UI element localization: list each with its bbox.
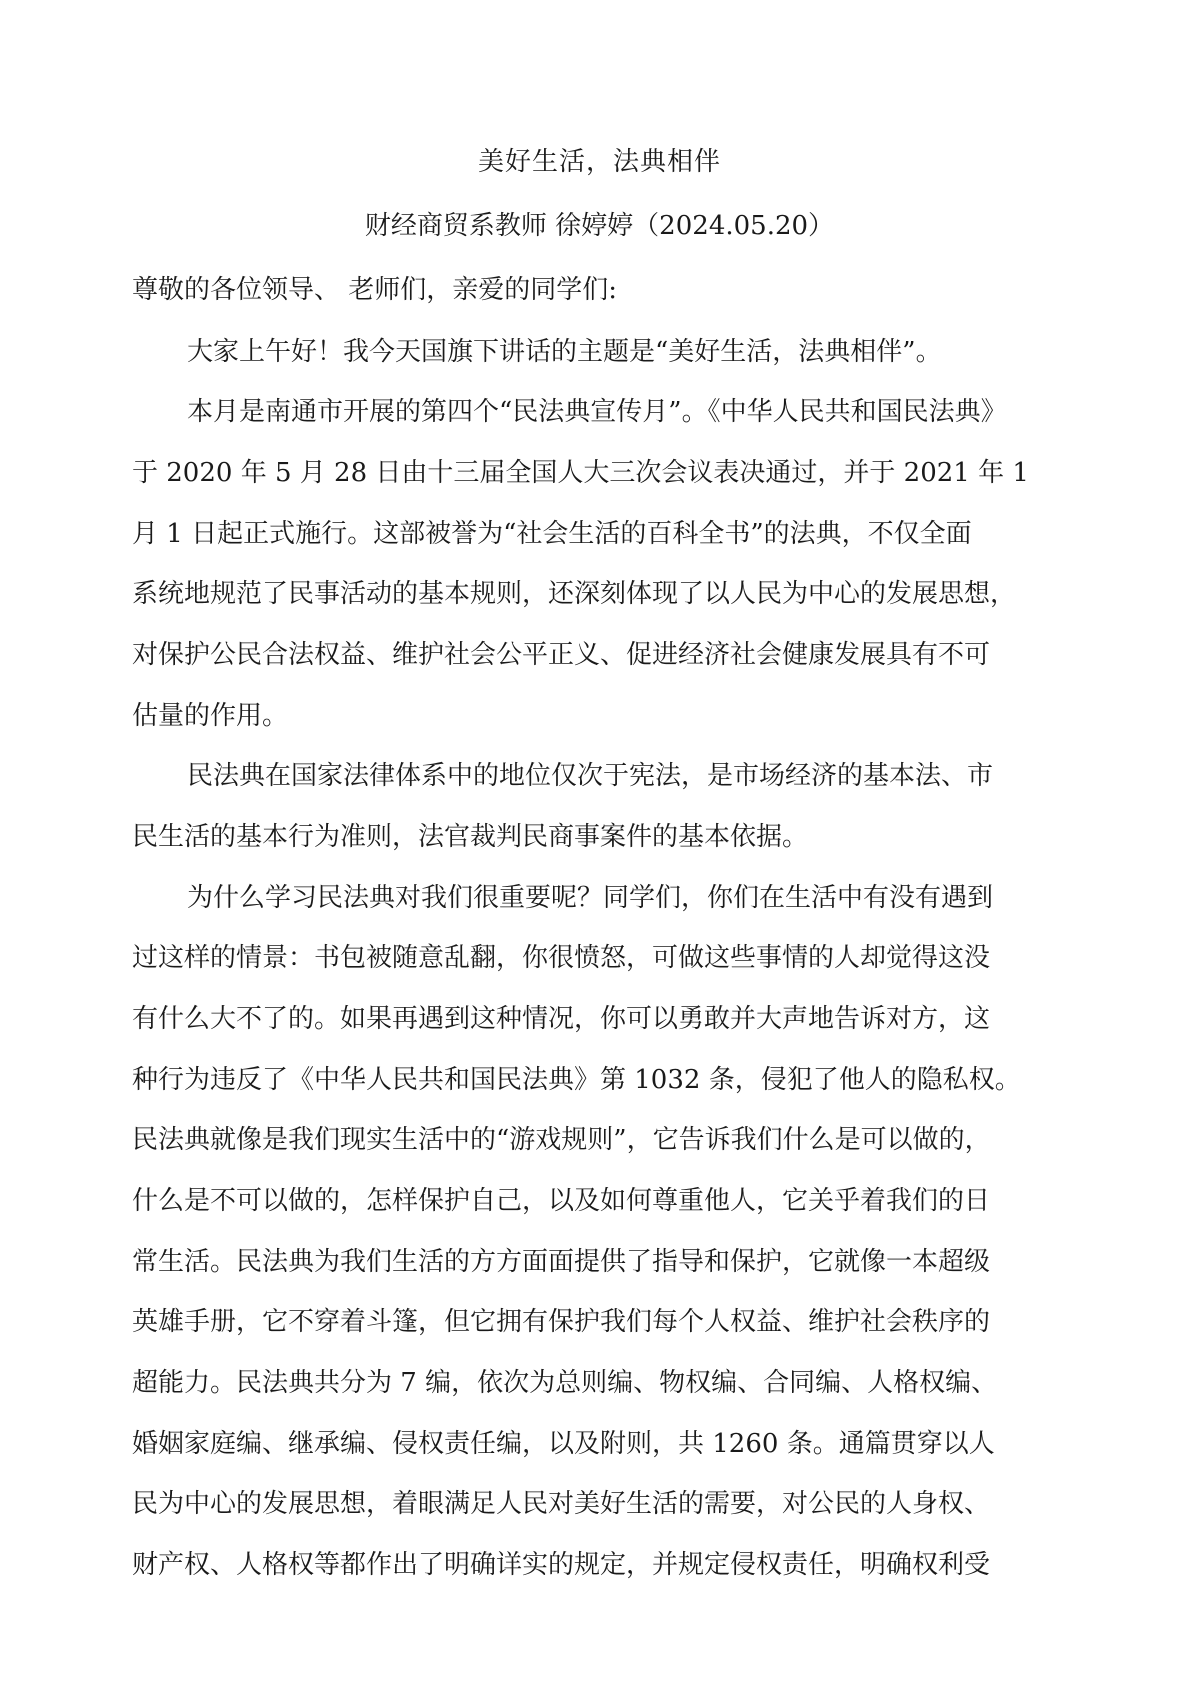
document-title: 美好生活，法典相伴: [477, 147, 721, 177]
paragraph-line: 对保护公民合法权益、维护社会公平正义、促进经济社会健康发展具有不可: [132, 640, 991, 670]
paragraph-line: 常生活。民法典为我们生活的方方面面提供了指导和保护，它就像一本超级: [132, 1247, 991, 1277]
salutation: 尊敬的各位领导、 老师们，亲爱的同学们:: [132, 275, 618, 305]
paragraph-line: 本月是南通市开展的第四个“民法典宣传月”。《中华人民共和国民法典》: [187, 397, 1007, 427]
paragraph-line: 过这样的情景：书包被随意乱翻，你很愤怒，可做这些事情的人却觉得这没: [132, 943, 991, 973]
paragraph-line: 月 1 日起正式施行。这部被誉为“社会生活的百科全书”的法典，不仅全面: [132, 519, 972, 549]
paragraph-line: 财产权、人格权等都作出了明确详实的规定，并规定侵权责任，明确权利受: [132, 1550, 991, 1580]
document-byline: 财经商贸系教师 徐婷婷（2024.05.20）: [364, 211, 835, 241]
paragraph-line: 系统地规范了民事活动的基本规则，还深刻体现了以人民为中心的发展思想，: [132, 579, 1017, 609]
paragraph-line: 民法典在国家法律体系中的地位仅次于宪法，是市场经济的基本法、市: [187, 761, 994, 791]
paragraph-line: 种行为违反了《中华人民共和国民法典》第 1032 条，侵犯了他人的隐私权。: [132, 1065, 1021, 1095]
paragraph-line: 超能力。民法典共分为 7 编，依次为总则编、物权编、合同编、人格权编、: [132, 1368, 998, 1398]
paragraph-line: 什么是不可以做的，怎样保护自己，以及如何尊重他人，它关乎着我们的日: [132, 1186, 991, 1216]
paragraph-line: 大家上午好！我今天国旗下讲话的主题是“美好生活，法典相伴”。: [187, 337, 942, 367]
paragraph-line: 英雄手册，它不穿着斗篷，但它拥有保护我们每个人权益、维护社会秩序的: [132, 1307, 991, 1337]
paragraph-line: 有什么大不了的。如果再遇到这种情况，你可以勇敢并大声地告诉对方，这: [132, 1004, 991, 1034]
paragraph-line: 民为中心的发展思想，着眼满足人民对美好生活的需要，对公民的人身权、: [132, 1489, 991, 1519]
paragraph-line: 估量的作用。: [132, 701, 289, 731]
paragraph-line: 民生活的基本行为准则，法官裁判民商事案件的基本依据。: [132, 822, 809, 852]
paragraph-line: 为什么学习民法典对我们很重要呢？同学们，你们在生活中有没有遇到: [187, 883, 994, 913]
paragraph-line: 民法典就像是我们现实生活中的“游戏规则”，它告诉我们什么是可以做的，: [132, 1125, 991, 1155]
paragraph-line: 婚姻家庭编、继承编、侵权责任编，以及附则，共 1260 条。通篇贯穿以人: [132, 1429, 995, 1459]
paragraph-line: 于 2020 年 5 月 28 日由十三届全国人大三次会议表决通过，并于 2021 年 1: [132, 458, 1029, 488]
